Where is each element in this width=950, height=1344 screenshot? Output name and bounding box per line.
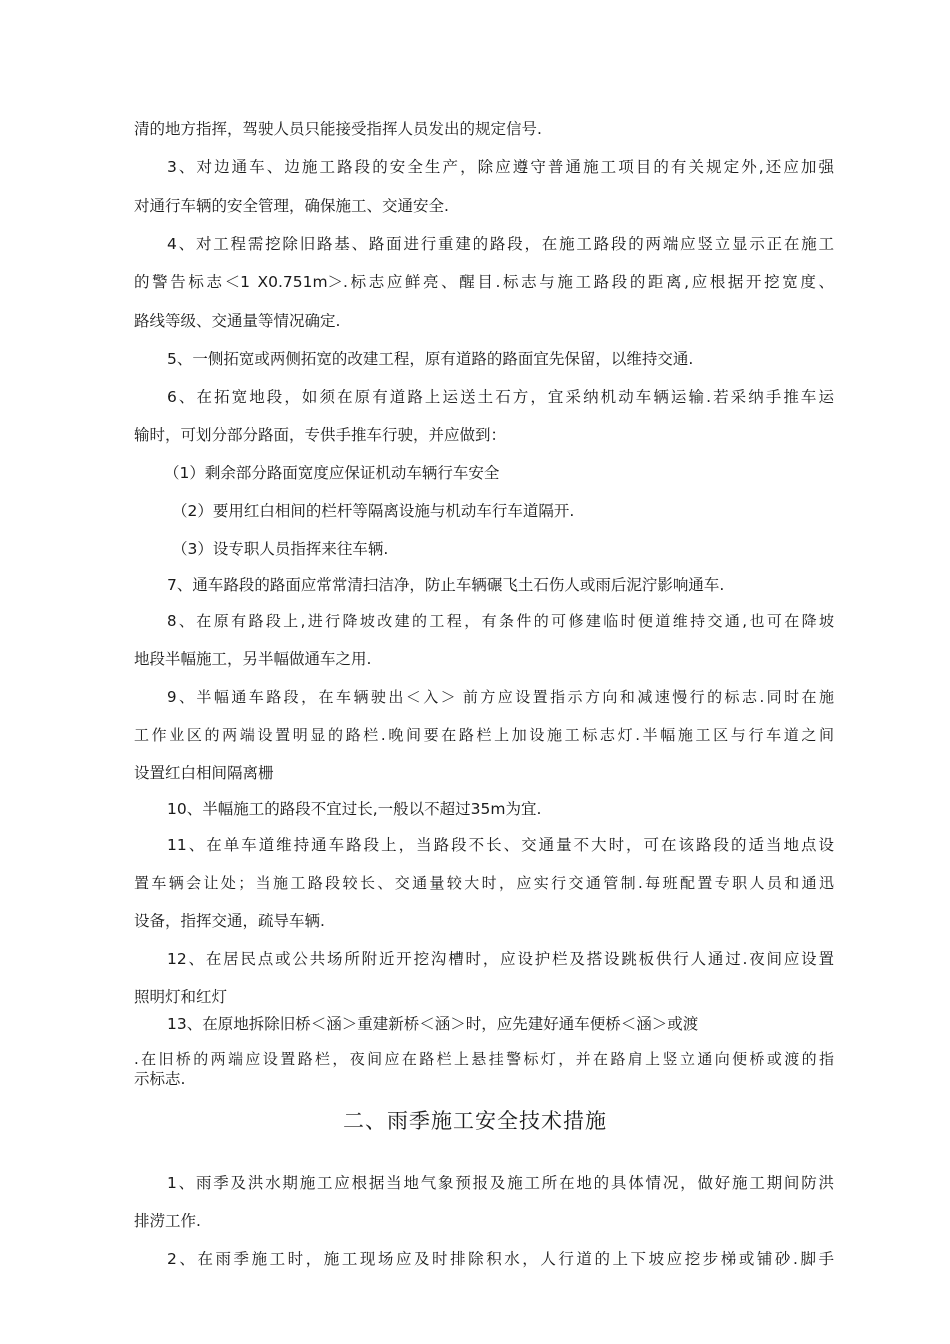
paragraph-line: 工作业区的两端设置明显的路栏.晚间要在路栏上加设施工标志灯.半幅施工区与行车道之间: [134, 726, 834, 744]
list-item: （1）剩余部分路面宽度应保证机动车辆行车安全: [164, 464, 500, 482]
paragraph-line: 4、对工程需挖除旧路基、路面进行重建的路段，在施工路段的两端应竖立显示正在施工: [167, 235, 834, 253]
paragraph-line: 路线等级、交通量等情况确定.: [134, 312, 341, 330]
paragraph-line: 示标志.: [134, 1070, 186, 1088]
paragraph-line: 12、在居民点或公共场所附近开挖沟槽时，应设护栏及搭设跳板供行人通过.夜间应设置: [167, 950, 834, 968]
paragraph-line: 对通行车辆的安全管理，确保施工、交通安全.: [134, 197, 449, 215]
paragraph-line: 3、对边通车、边施工路段的安全生产，除应遵守普通施工项目的有关规定外,还应加强: [167, 158, 834, 176]
paragraph-line: 8、在原有路段上,进行降坡改建的工程，有条件的可修建临时便道维持交通,也可在降坡: [167, 612, 834, 630]
paragraph-line: 的警告标志＜1 X0.751m＞.标志应鲜亮、醒目.标志与施工路段的距离,应根据开挖宽度、: [134, 273, 834, 291]
paragraph-line: 设备，指挥交通，疏导车辆.: [134, 912, 325, 930]
paragraph-line: 5、一侧拓宽或两侧拓宽的改建工程，原有道路的路面宜先保留，以维持交通.: [167, 350, 694, 368]
paragraph-line: 设置红白相间隔离栅: [134, 764, 274, 782]
paragraph-line: 10、半幅施工的路段不宜过长,一般以不超过35m为宜.: [167, 800, 542, 818]
paragraph-line: 地段半幅施工，另半幅做通车之用.: [134, 650, 372, 668]
paragraph-line: 置车辆会让处；当施工路段较长、交通量较大时，应实行交通管制.每班配置专职人员和通迅: [134, 874, 834, 892]
list-item: （2）要用红白相间的栏杆等隔离设施与机动车行车道隔开.: [172, 502, 575, 520]
paragraph-line: 排涝工作.: [134, 1212, 201, 1230]
paragraph-line: 6、在拓宽地段，如须在原有道路上运送土石方，宜采纳机动车辆运输.若采纳手推车运: [167, 388, 834, 406]
section-heading: 二、雨季施工安全技术措施: [343, 1109, 607, 1133]
paragraph-line: 7、通车路段的路面应常常清扫洁净，防止车辆碾飞土石伤人或雨后泥泞影响通车.: [167, 576, 725, 594]
paragraph-line: 2、在雨季施工时，施工现场应及时排除积水，人行道的上下坡应挖步梯或铺砂.脚手: [167, 1250, 834, 1268]
paragraph-line: 1、雨季及洪水期施工应根据当地气象预报及施工所在地的具体情况，做好施工期间防洪: [167, 1174, 834, 1192]
list-item: （3）设专职人员指挥来往车辆.: [172, 540, 389, 558]
paragraph-line: 输时，可划分部分路面，专供手推车行驶，并应做到：: [134, 426, 507, 444]
paragraph-line: 照明灯和红灯: [134, 988, 228, 1006]
paragraph-line: 13、在原地拆除旧桥＜涵＞重建新桥＜涵＞时，应先建好通车便桥＜涵＞或渡: [167, 1015, 699, 1033]
paragraph-line: 9、半幅通车路段，在车辆驶出＜入＞ 前方应设置指示方向和减速慢行的标志.同时在施: [167, 688, 834, 706]
paragraph-line: .在旧桥的两端应设置路栏，夜间应在路栏上悬挂警标灯，并在路肩上竖立通向便桥或渡的指: [134, 1050, 834, 1068]
paragraph-line: 11、在单车道维持通车路段上，当路段不长、交通量不大时，可在该路段的适当地点设: [167, 836, 834, 854]
paragraph-line: 清的地方指挥，驾驶人员只能接受指挥人员发出的规定信号.: [134, 120, 542, 138]
